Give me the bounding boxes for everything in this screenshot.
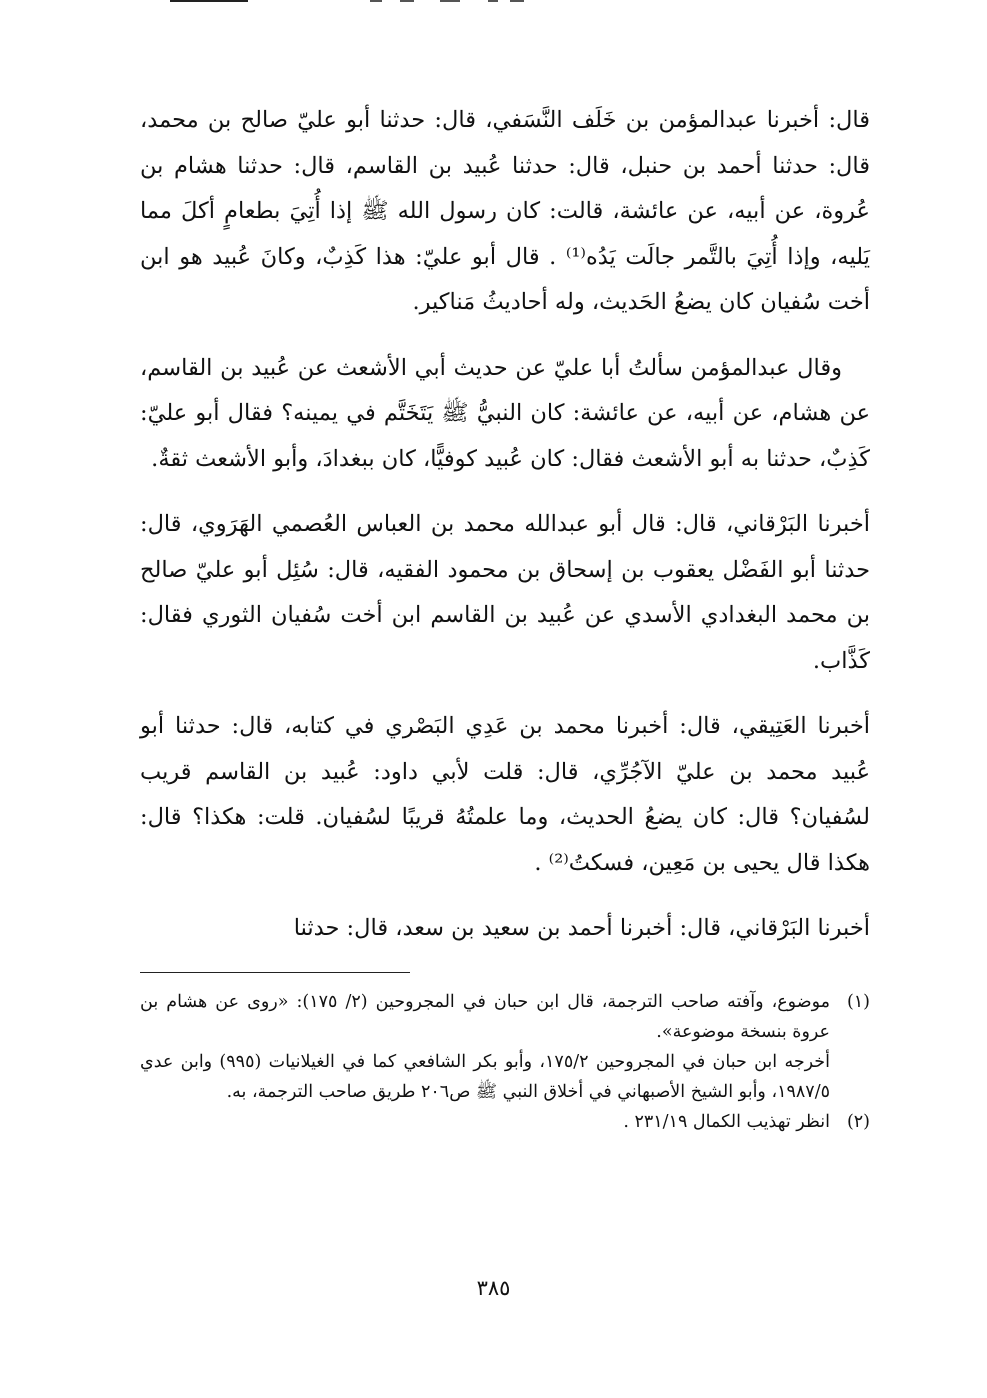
footnote-1-text: موضوع، وآفته صاحب الترجمة، قال ابن حبان في المجروحين (٢/ ١٧٥): «روى عن هشام بن عروة بنسخة موضوعة». bbox=[140, 991, 830, 1042]
paragraph-4: أخبرنا العَتِيقي، قال: أخبرنا محمد بن عَدِي البَصْري في كتابه، قال: حدثنا أبو عُبيد محمد بن عليّ الآجُرِّي، قال: قلت لأبي داود: عُبيد بن القاسم قريب لسُفيان؟ قال: كان يضعُ الحديث، وما علمتُهُ قريبًا لسُفيان. قلت: هكذا؟ قال: هكذا قال يحيى بن مَعِين، فسكتُ⁽²⁾ . bbox=[140, 713, 870, 876]
paragraph-1: قال: أخبرنا عبدالمؤمن بن خَلَف النَّسَفي، قال: حدثنا أبو عليّ صالح بن محمد، قال: حدثنا أحمد بن حنبل، قال: حدثنا عُبيد بن القاسم، قال: حدثنا هشام بن عُروة، عن أبيه، عن عائشة، قالت: كان رسول الله ﷺ إذا أُتِيَ بطعامٍ أكلَ مما يَليه، وإذا أُتِيَ بالتَّمر جالَت يَدُه⁽¹⁾ . قال أبو عليّ: هذا كَذِبٌ، وكانَ عُبيد هو ابن أخت سُفيان كان يضعُ الحَديث، وله أحاديثُ مَناكير. bbox=[140, 107, 870, 315]
page-body bbox=[140, 98, 870, 1137]
top-edge-rule bbox=[170, 0, 248, 2]
paragraph-2: وقال عبدالمؤمن سألتُ أبا عليّ عن حديث أبي الأشعث عن عُبيد بن القاسم، عن هشام، عن أبيه، عن عائشة: كان النبيُّ ﷺ يَتَخَتَّم في يمينه؟ فقال أبو عليّ: كَذِبٌ، حدثنا به أبو الأشعث فقال: كان عُبيد كوفيًّا، كان ببغدادَ، وأبو الأشعث ثقةٌ. bbox=[140, 354, 870, 472]
footnote-1-number: (١) bbox=[846, 991, 870, 1012]
footnote-1 bbox=[140, 987, 870, 1047]
page-number: ٣٨٥ bbox=[476, 1276, 511, 1300]
paragraph-5: أخبرنا البَرْقاني، قال: أخبرنا أحمد بن سعيد بن سعد، قال: حدثنا bbox=[293, 915, 870, 941]
footnote-2-number: (٢) bbox=[846, 1111, 870, 1132]
paragraph-3: أخبرنا البَرْقاني، قال: قال أبو عبدالله محمد بن العباس العُصمي الهَرَوي، قال: حدثنا أبو الفَضْل يعقوب بن إسحاق بن محمود الفقيه، قال: سُئِل أبو عليّ صالح بن محمد البغدادي الأسدي عن عُبيد بن القاسم ابن أخت سُفيان الثوري فقال: كَذَّاب. bbox=[140, 511, 870, 674]
top-edge-marks bbox=[370, 0, 540, 6]
footnote-2 bbox=[140, 1107, 870, 1137]
footnote-separator bbox=[140, 972, 410, 973]
footnote-2-text: انظر تهذيب الكمال ٢٣١/١٩ . bbox=[623, 1111, 830, 1132]
footnote-1-continuation: أخرجه ابن حبان في المجروحين ١٧٥/٢، وأبو بكر الشافعي كما في الغيلانيات (٩٩٥) وابن عدي ١٩٨٧/٥، وأبو الشيخ الأصبهاني في أخلاق النبي ﷺ ص٢٠٦ طريق صاحب الترجمة، به. bbox=[140, 1051, 830, 1102]
